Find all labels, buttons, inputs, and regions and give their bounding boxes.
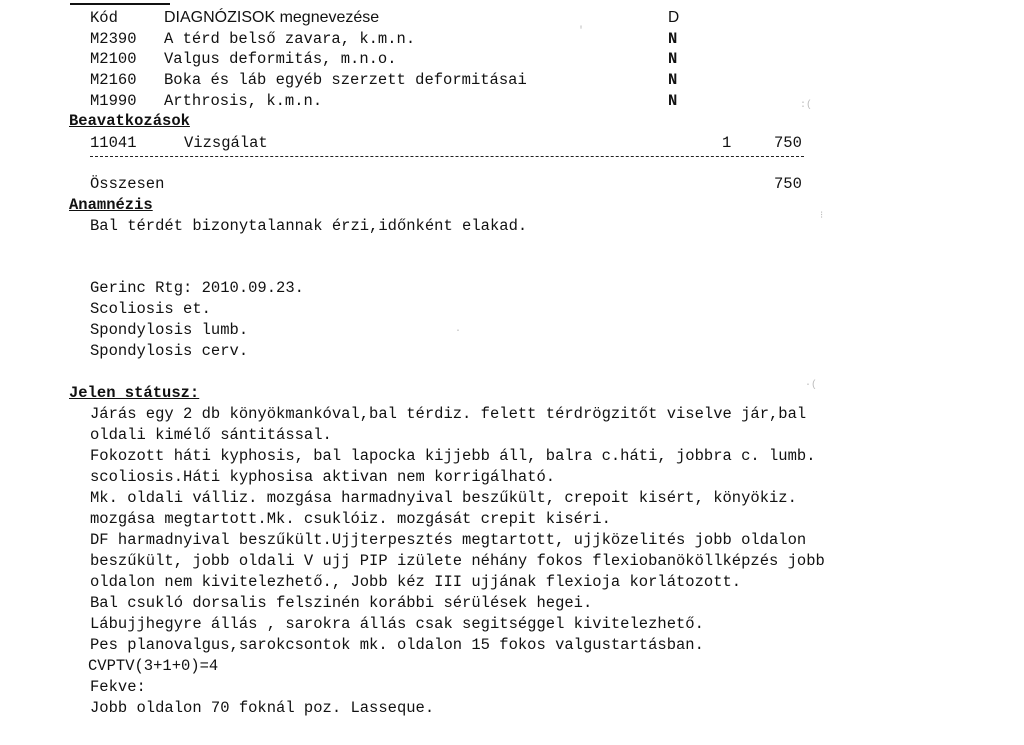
xray-line: Spondylosis lumb. [90,321,249,339]
diag-name: Valgus deformitás, m.n.o. [164,50,397,68]
status-line: Jobb oldalon 70 foknál poz. Lasseque. [90,699,435,717]
anamnesis-text: Bal térdét bizonytalannak érzi,időnként elakad. [90,217,528,235]
diag-flag: N [668,92,678,110]
diag-name: A térd belső zavara, k.m.n. [164,30,416,48]
diag-flag: N [668,50,678,68]
scan-speck: · [455,326,462,337]
dashed-separator [90,156,804,157]
procedure-name: Vizsgálat [184,134,268,152]
procedures-heading: Beavatkozások [69,112,190,130]
status-line: Lábujjhegyre állás , sarokra állás csak segitséggel kivitelezhető. [90,615,704,633]
diag-code: M2390 [90,30,137,48]
status-line: beszűkült, jobb oldali V ujj PIP izülete néhány fokos flexiobanököllképzés jobb [90,552,825,570]
scan-speck: ⁝ [820,211,824,222]
total-value: 750 [774,175,802,193]
diag-code: M1990 [90,92,137,110]
diag-name: Arthrosis, k.m.n. [164,92,323,110]
status-line: CVPTV(3+1+0)=4 [88,657,219,675]
status-line: scoliosis.Háti kyphosisa aktivan nem korrigálható. [90,468,556,486]
status-line: oldalon nem kivitelezhető., Jobb kéz III ujjának flexioja korlátozott. [90,573,742,591]
status-line: Járás egy 2 db könyökmankóval,bal térdiz. felett térdrögzitőt viselve jár,bal [90,405,807,423]
diag-header-code: Kód [90,9,118,27]
diag-header-name: DIAGNÓZISOK megnevezése [164,9,380,26]
status-line: oldali kimélő sántitással. [90,426,332,444]
procedure-quantity: 1 [722,134,732,152]
diag-header-flag: D [668,9,680,26]
scan-speck: :( [800,100,813,111]
status-line: Mk. oldali válliz. mozgása harmadnyival beszűkült, crepoit kisért, könyökiz. [90,489,797,507]
scan-speck: ' [578,26,585,37]
status-line: Fekve: [90,678,146,696]
diag-name: Boka és láb egyéb szerzett deformitásai [164,71,527,89]
status-line: mozgása megtartott.Mk. csuklóiz. mozgását crepit kiséri. [90,510,611,528]
cutoff-heading-underline [70,0,170,5]
total-label: Összesen [90,175,165,193]
diag-flag: N [668,30,678,48]
scan-speck: ·( [805,380,818,391]
status-line: Bal csukló dorsalis felszinén korábbi sérülések hegei. [90,594,593,612]
xray-line: Gerinc Rtg: 2010.09.23. [90,279,304,297]
status-line: Pes planovalgus,sarokcsontok mk. oldalon 15 fokos valgustartásban. [90,636,704,654]
anamnesis-heading: Anamnézis [69,196,153,214]
xray-line: Spondylosis cerv. [90,342,249,360]
status-line: DF harmadnyival beszűkült.Ujjterpesztés megtartott, ujjközelités jobb oldalon [90,531,807,549]
diag-code: M2160 [90,71,137,89]
procedure-points: 750 [774,134,802,152]
procedure-code: 11041 [90,134,137,152]
diag-code: M2100 [90,50,137,68]
status-heading: Jelen státusz: [69,384,200,402]
status-line: Fokozott háti kyphosis, bal lapocka kijjebb áll, balra c.háti, jobbra c. lumb. [90,447,816,465]
xray-line: Scoliosis et. [90,300,211,318]
diag-flag: N [668,71,678,89]
